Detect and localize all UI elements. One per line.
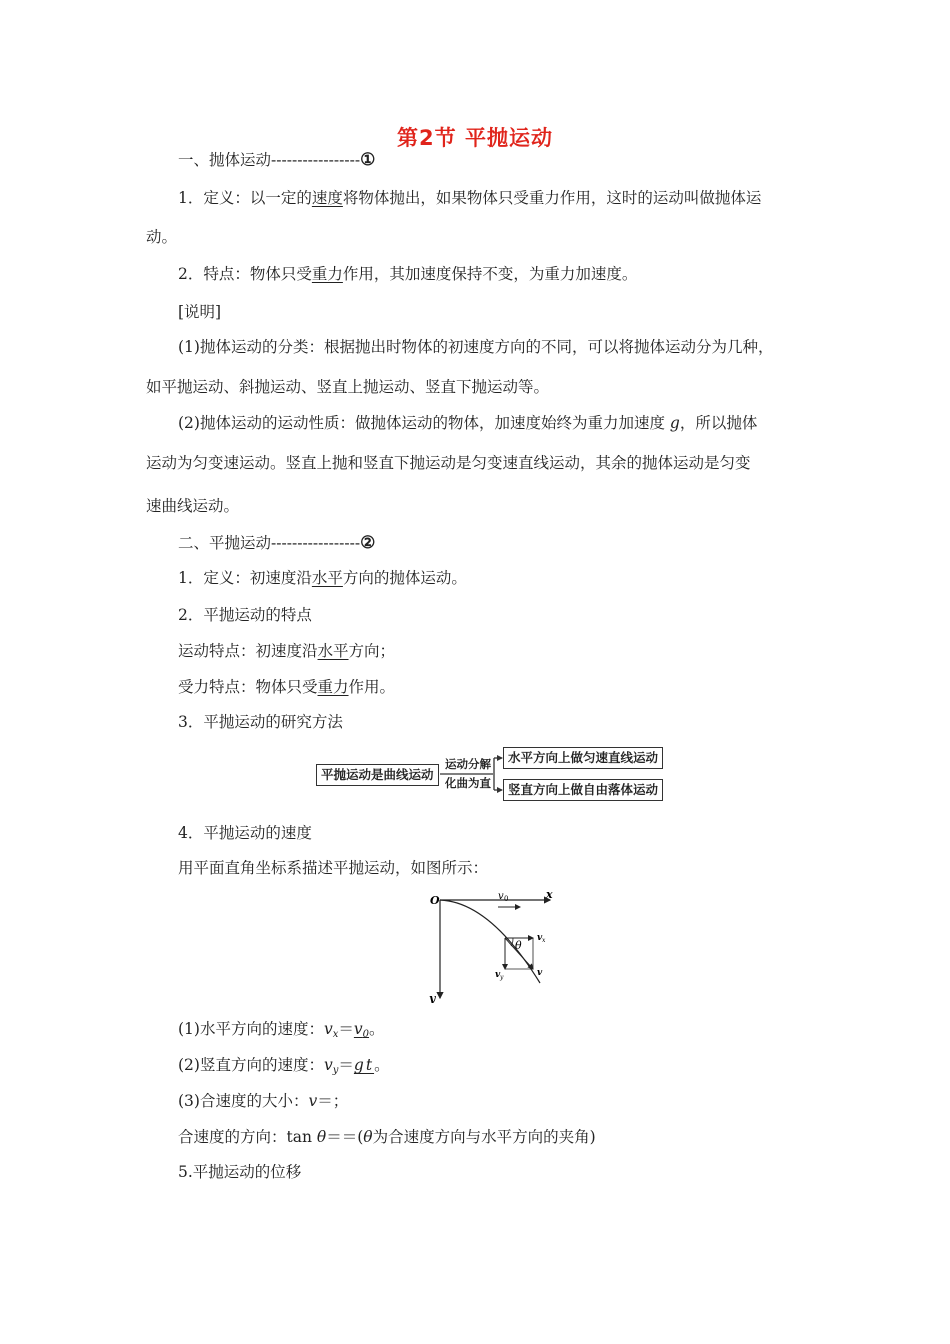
- section2-marker: ②: [360, 533, 376, 553]
- section2-dashes: -----------------: [271, 534, 361, 552]
- trajectory-curve: [440, 900, 540, 983]
- s2-def-prefix: 1．定义：初速度沿: [178, 569, 312, 587]
- v-var: v: [308, 1092, 318, 1110]
- vy-formula: [178, 1055, 390, 1081]
- diagram-right-bottom-box: 竖直方向上做自由落体运动: [503, 779, 663, 801]
- section1-dashes: -----------------: [271, 151, 361, 169]
- vx-var: v: [323, 1020, 333, 1038]
- y-axis-label: y: [429, 992, 436, 1003]
- section1-marker: ①: [360, 150, 376, 170]
- displacement-title: 5.平抛运动的位移: [178, 1163, 302, 1181]
- vx-formula: [178, 1019, 385, 1045]
- v0-label: v: [498, 891, 504, 902]
- motion-prefix: 运动特点：初速度沿: [178, 642, 318, 660]
- vy-var: v: [323, 1056, 333, 1074]
- dir-theta: θ: [316, 1128, 327, 1146]
- vx-label: v: [537, 933, 543, 943]
- force-prefix: 受力特点：物体只受: [178, 678, 318, 696]
- section1-definition-line2: 动。: [146, 228, 178, 246]
- motion-rest: 方向；: [348, 642, 396, 660]
- origin-label: O: [430, 894, 440, 907]
- vx-prefix: (1)水平方向的速度：: [178, 1020, 324, 1038]
- def-underlined-speed: 速度: [311, 189, 343, 207]
- vx-label-sub: x: [542, 937, 546, 944]
- vx-end: 。: [369, 1020, 385, 1038]
- direction-formula: [178, 1127, 596, 1147]
- motion-underlined: 水平: [317, 642, 349, 660]
- method-title: 3．平抛运动的研究方法: [178, 713, 343, 731]
- diagram-label-top: 运动分解: [445, 757, 491, 771]
- s2-def-underlined-horizontal: 水平: [311, 569, 343, 587]
- vy-eq: ＝: [338, 1056, 354, 1074]
- vy-label: v: [495, 970, 501, 980]
- def-rest: 将物体抛出，如果物体只受重力作用，这时的运动叫做抛体运: [342, 189, 762, 207]
- note1-line2: 如平抛运动、斜抛运动、竖直上抛运动、竖直下抛运动等。: [146, 378, 550, 396]
- section1-heading-text: 一、抛体运动: [178, 151, 272, 169]
- feat-rest: 作用，其加速度保持不变，为重力加速度。: [342, 265, 638, 283]
- dir-prefix: 合速度的方向：tan: [178, 1128, 317, 1146]
- note2-text-a: (2)抛体运动的运动性质：做抛体运动的物体，加速度始终为重力加速度: [178, 414, 665, 432]
- v-prefix: (3)合速度的大小：: [178, 1092, 309, 1110]
- feat-underlined-gravity: 重力: [311, 265, 343, 283]
- vx-value: v: [353, 1020, 363, 1038]
- note2-line3: 速曲线运动。: [146, 497, 240, 515]
- dir-theta2: θ: [363, 1128, 373, 1146]
- v-label: v: [537, 968, 543, 978]
- page-title: 第2节 平抛运动: [397, 126, 553, 150]
- force-rest: 作用。: [348, 678, 396, 696]
- note2-line2: 运动为匀变速运动。竖直上抛和竖直下抛运动是匀变速直线运动，其余的抛体运动是匀变: [146, 454, 751, 472]
- vy-prefix: (2)竖直方向的速度：: [178, 1056, 324, 1074]
- vx-value-sub: 0: [362, 1029, 370, 1040]
- feat-prefix: 2．特点：物体只受: [178, 265, 312, 283]
- diagram-left-box: 平抛运动是曲线运动: [316, 764, 439, 786]
- note-label: [说明]: [178, 303, 222, 321]
- speed-intro: 用平面直角坐标系描述平抛运动，如图所示：: [178, 859, 489, 877]
- def-prefix: 1．定义：以一定的: [178, 189, 312, 207]
- force-underlined: 重力: [317, 678, 349, 696]
- dir-rest: ＝＝(: [326, 1128, 364, 1146]
- diagram-right-top-box: 水平方向上做匀速直线运动: [503, 747, 663, 769]
- vy-sub: y: [332, 1065, 339, 1076]
- note1-line1: (1)抛体运动的分类：根据抛出时物体的初速度方向的不同，可以将抛体运动分为几种，: [178, 338, 774, 356]
- section2-heading-text: 二、平抛运动: [178, 534, 272, 552]
- speed-title: 4．平抛运动的速度: [178, 824, 312, 842]
- note2-text-b: ，所以抛体: [679, 414, 758, 432]
- diagram-label-bottom: 化曲为直: [445, 776, 491, 790]
- char-title: 2．平抛运动的特点: [178, 606, 312, 624]
- vy-label-sub: y: [500, 974, 504, 981]
- x-axis-label: x: [546, 888, 553, 901]
- vy-value: gt: [353, 1056, 375, 1074]
- vx-eq: ＝: [338, 1020, 354, 1038]
- s2-def-rest: 方向的抛体运动。: [342, 569, 467, 587]
- vx-sub: x: [332, 1029, 339, 1040]
- theta-label: θ: [515, 939, 522, 952]
- v-rest: ＝；: [317, 1092, 349, 1110]
- vy-end: 。: [374, 1056, 390, 1074]
- note2-g: g: [669, 414, 680, 432]
- dir-end: 为合速度方向与水平方向的夹角): [372, 1128, 596, 1146]
- v-formula: [178, 1091, 348, 1111]
- v0-label-sub: 0: [504, 895, 509, 903]
- projectile-figure: [420, 888, 560, 1003]
